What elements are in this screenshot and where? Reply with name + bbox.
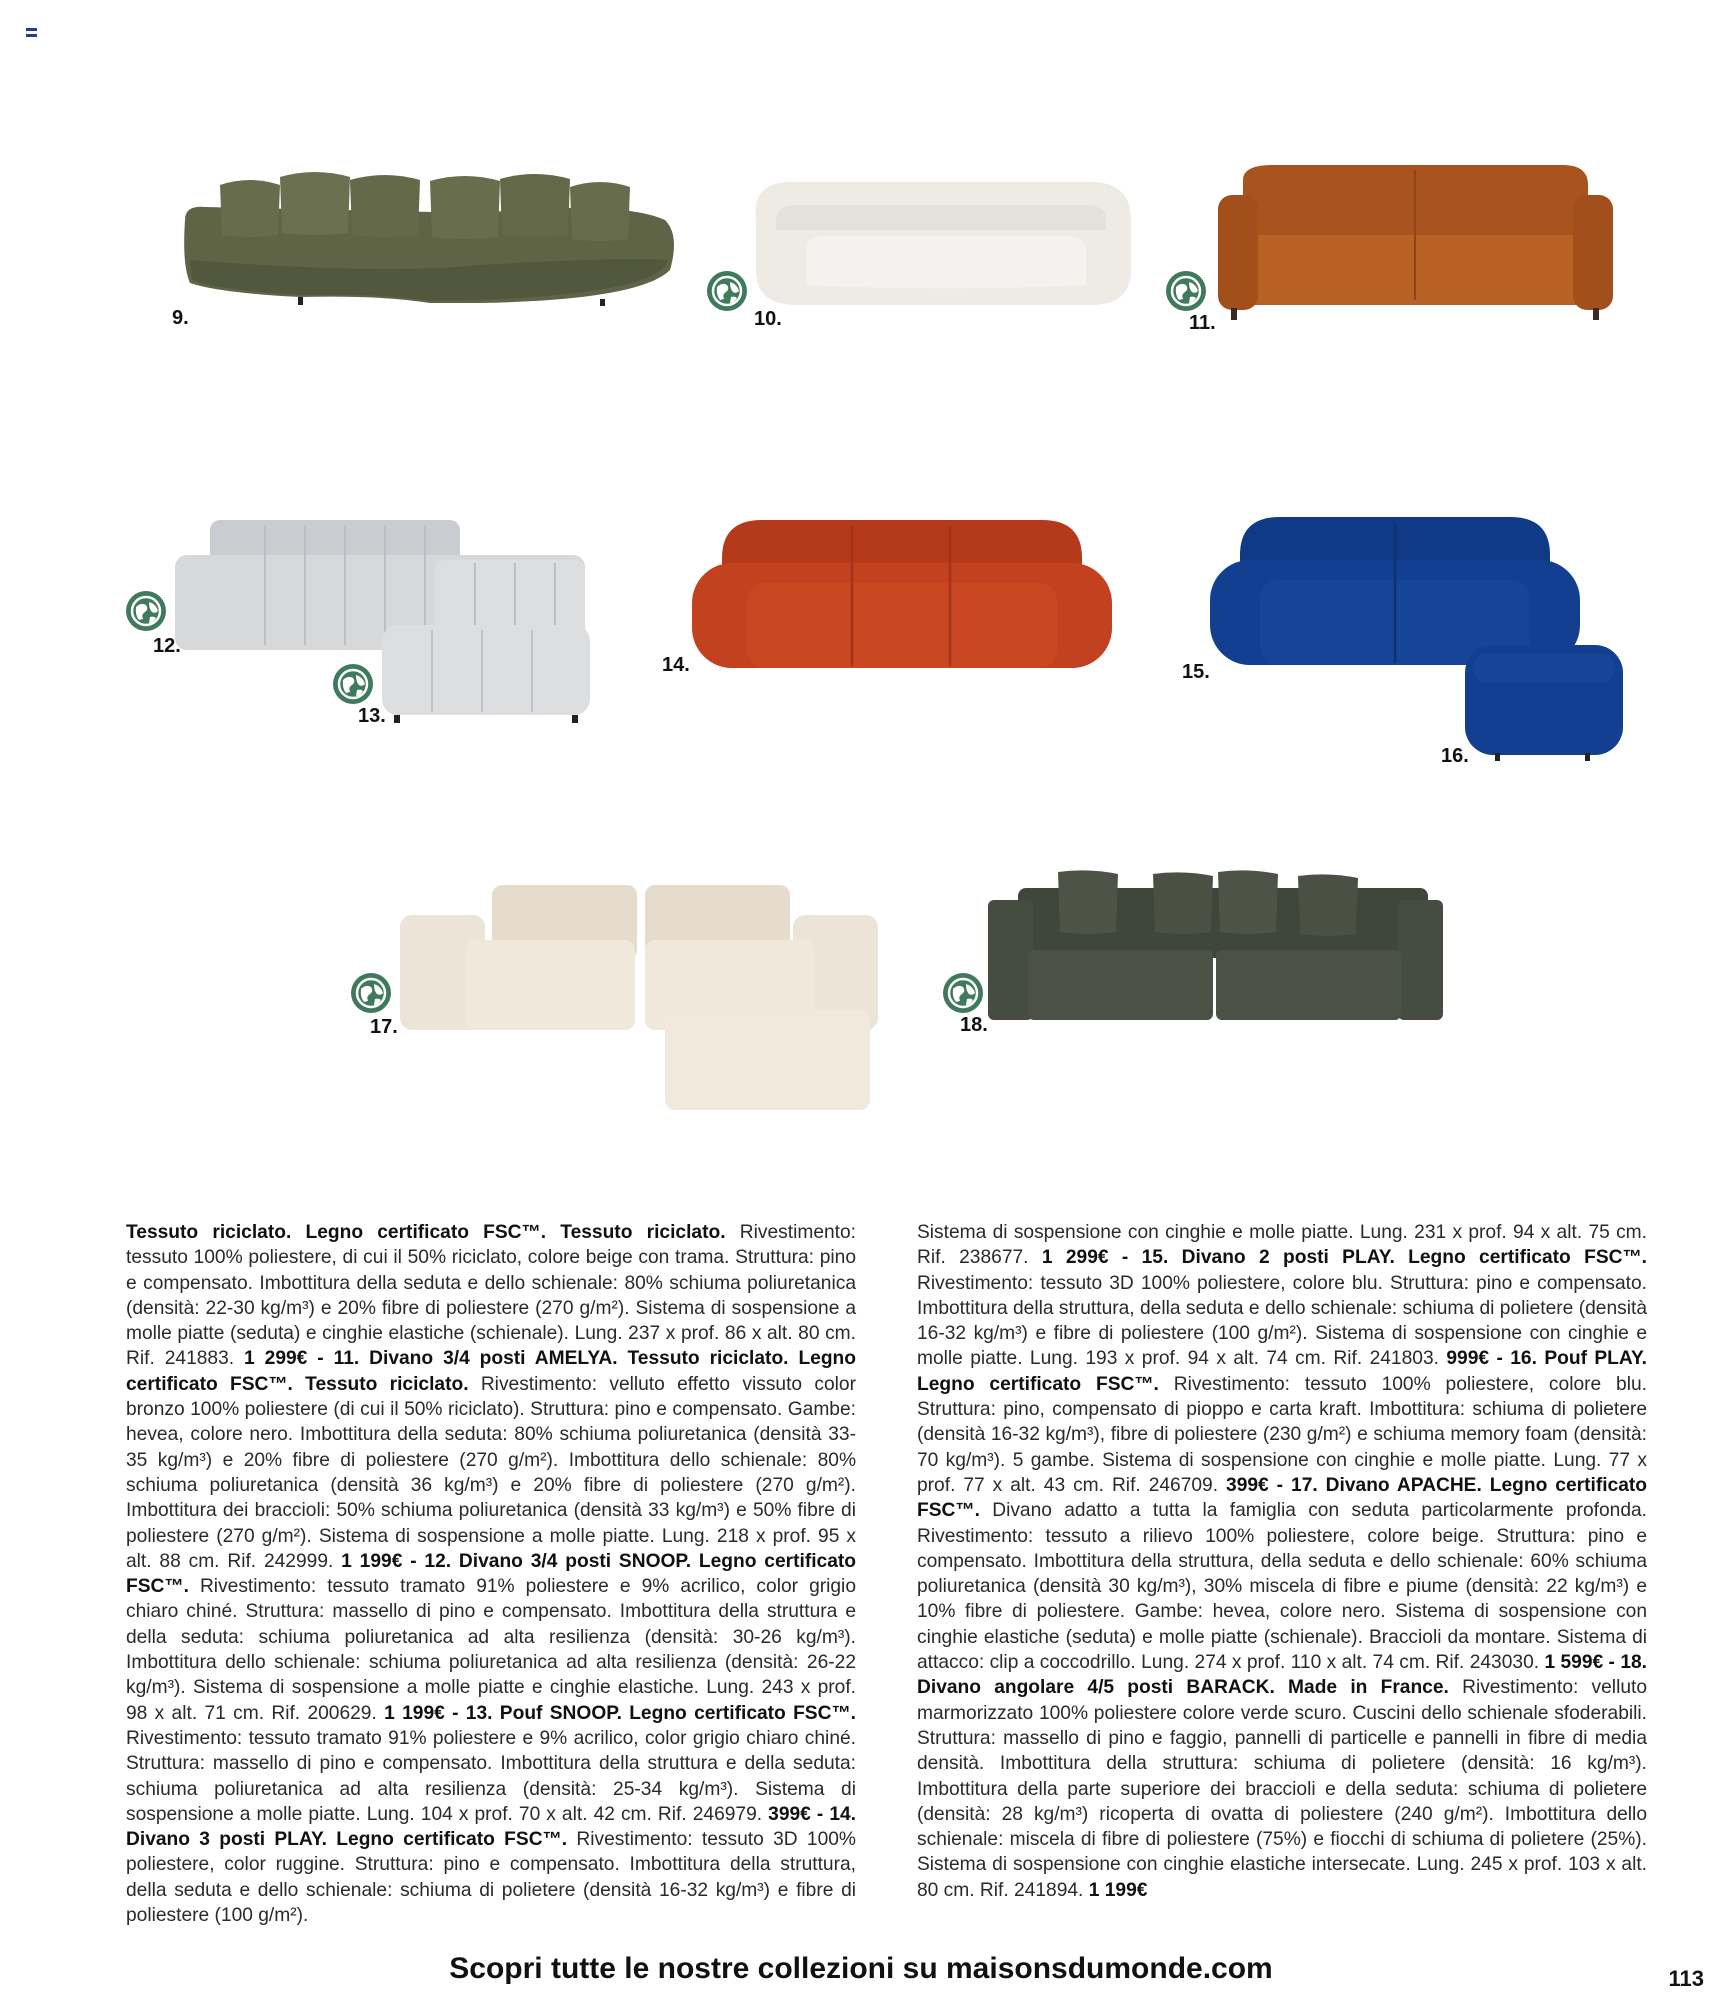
navy-blue-pouf-image [1465, 645, 1655, 765]
rust-velvet-sofa-image [1213, 160, 1668, 340]
text-regular: Rivestimento: velluto marmorizzato 100% poliestere colore verde scuro. Cuscini dello schienale sfoderabili. Struttura: massello di pino e faggio, pannelli di particelle e pannelli in fibre di media densità. Imbottitura della struttura: schiuma di polietere (densità: 16 kg/m³). Imbottitura della parte superiore dei braccioli e della seduta: schiuma di polietere (densità: 28 kg/m³) ricoperta di ovatta di poliestere (240 g/m²). Imbottitura dello schienale: miscela di fibre di poliestere (75%) e fiocchi di schiuma di polietere (25%). Sistema di sospensione con cinghie elastiche intersecate. Lung. 245 x prof. 103 x alt. 80 cm. Rif. 241894. [917, 1677, 1648, 1901]
beige-modular-sofa-image [400, 880, 940, 1120]
product-number: 9. [172, 307, 189, 329]
text-regular: Rivestimento: tessuto tramato 91% poliestere e 9% acrilico, color grigio chiaro chiné. Struttura: massello di pino e compensato. Imbottitura della struttura e della seduta: schiuma poliuretanica ad alta resilienza (densità: 25-34 kg/m³). Sistema di sospensione a molle piatte. Lung. 104 x prof. 70 x alt. 42 cm. Rif. 246979. [126, 1727, 856, 1825]
description-column-right [917, 1220, 1647, 1903]
product-number: 11. [1189, 312, 1216, 334]
product-11 [1165, 160, 1620, 340]
text-bold: 399€ - 17. Divano APACHE. Legno certificato FSC™. [917, 1474, 1647, 1522]
dark-green-sofa-image [988, 870, 1498, 1045]
page-number: 113 [1668, 1966, 1704, 1991]
text-regular: Divano adatto a tutta la famiglia con seduta particolarmente profonda. Rivestimento: tessuto a rilievo 100% poliestere, colore beige. Struttura: pino e compensato. Imbottitura della struttura, della seduta e dello schienale: 60% schiuma poliuretanica (densità 30 kg/m³), 30% miscela di fibre e piume (densità: 22 kg/m³) e 10% fibre di poliestere. Gambe: hevea, colore nero. Sistema di sospensione con cinghie elastiche (seduta) e molle piatte (schienale). Braccioli da montare. Sistema di attacco: clip a coccodrillo. Lung. 274 x prof. 110 x alt. 74 cm. Rif. 243030. [917, 1500, 1647, 1674]
product-number: 12. [153, 635, 181, 657]
product-number: 15. [1182, 661, 1210, 683]
description-column-left [126, 1220, 856, 1928]
olive-curved-sofa-image [180, 165, 680, 335]
text-bold: 999€ - 16. Pouf PLAY. Legno certificato FSC™. [917, 1348, 1647, 1395]
footer-link[interactable]: Scopri tutte le nostre collezioni su maisonsdumonde.com [449, 1952, 1273, 1985]
product-10 [706, 160, 1146, 335]
text-bold: 1 299€ - 15. Divano 2 posti PLAY. Legno certificato FSC™. [1041, 1247, 1647, 1269]
text-bold: 1 199€ [1088, 1879, 1148, 1901]
product-16 [1435, 645, 1625, 765]
text-bold: 1 199€ - 13. Pouf SNOOP. Legno certificato FSC™. [384, 1702, 856, 1724]
flag-icon [26, 28, 37, 37]
eco-badge-icon [332, 663, 374, 705]
grey-pouf-image [382, 620, 647, 730]
eco-badge-icon [1165, 270, 1207, 312]
text-regular: Sistema di sospensione con cinghie e molle piatte. Lung. 231 x prof. 94 x alt. 75 cm. Rif. 238677. [917, 1222, 1647, 1269]
cream-rounded-sofa-image [746, 160, 1186, 335]
product-14 [660, 518, 1120, 683]
product-9 [172, 165, 680, 335]
text-regular: Rivestimento: tessuto 100% poliestere, colore blu. Struttura: pino, compensato di pioppo e carta kraft. Imbottitura: schiuma di polietere (densità 16-32 kg/m³), fibre di poliestere (230 g/m²) e schiuma memory foam (densità: 70 kg/m³). 5 gambe. Sistema di sospensione con cinghie e molle piatte. Lung. 77 x prof. 77 x alt. 43 cm. Rif. 246709. [917, 1373, 1647, 1496]
product-number: 14. [662, 654, 690, 676]
text-regular: Rivestimento: velluto effetto vissuto color bronzo 100% poliestere (di cui il 50% riciclato). Struttura: pino e compensato. Gambe: hevea, colore nero. Imbottitura della seduta: 80% schiuma poliuretanica (densità 33-35 kg/m³) e 20% fibre di poliestere (270 g/m²). Imbottitura dello schienale: 80% schiuma poliuretanica (densità 36 kg/m³) e 20% fibre di poliestere (270 g/m²). Imbottitura dei braccioli: 50% schiuma poliuretanica (densità 33 kg/m³) e 50% fibre di poliestere (270 g/m²). Sistema di sospensione a molle piatte. Lung. 218 x prof. 95 x alt. 88 cm. Rif. 242999. [126, 1373, 856, 1572]
product-number: 18. [960, 1014, 988, 1036]
text-bold: 1 599€ - 18. Divano angolare 4/5 posti BARACK. Made in France. [917, 1652, 1647, 1699]
product-13 [330, 620, 595, 730]
product-number: 16. [1441, 745, 1469, 767]
text-bold: 1 299€ - 11. Divano 3/4 posti AMELYA. Tessuto riciclato. Legno certificato FSC™. Tessuto riciclato. [126, 1348, 856, 1395]
orange-red-sofa-image [692, 518, 1152, 683]
text-regular: Rivestimento: tessuto 3D 100% poliestere, colore blu. Struttura: pino e compensato. Imbottitura della struttura, della seduta e dello schienale: schiuma di polietere (densità 16-32 kg/m³) e fibre di poliestere (100 g/m²). Sistema di sospensione con cinghie e molle piatte. Lung. 193 x prof. 94 x alt. 74 cm. Rif. 241803. [917, 1272, 1647, 1370]
product-18 [938, 870, 1448, 1045]
eco-badge-icon [125, 590, 167, 632]
text-bold: Tessuto riciclato. Legno certificato FSC™. Tessuto riciclato. [126, 1222, 726, 1243]
text-bold: 1 199€ - 12. Divano 3/4 posti SNOOP. Legno certificato FSC™. [126, 1550, 856, 1598]
text-bold: 399€ - 14. Divano 3 posti PLAY. Legno certificato FSC™. [126, 1803, 856, 1851]
text-regular: Rivestimento: tessuto tramato 91% poliestere e 9% acrilico, color grigio chiaro chiné. Struttura: massello di pino e compensato. Imbottitura della struttura e della seduta: schiuma poliuretanica ad alta resilienza (densità: 30-26 kg/m³). Imbottitura dello schienale: schiuma poliuretanica ad alta resilienza (densità: 26-22 kg/m³). Sistema di sospensione a molle piatte e cinghie elastiche. Lung. 243 x prof. 98 x alt. 71 cm. Rif. 200629. [126, 1576, 856, 1724]
eco-badge-icon [706, 270, 748, 312]
eco-badge-icon [350, 972, 392, 1014]
text-regular: Rivestimento: tessuto 3D 100% poliestere, color ruggine. Struttura: pino e compensato. Imbottitura della struttura, della seduta e dello schienale: schiuma di polietere (densità 16-32 kg/m³) e fibre di poliestere (100 g/m²). [126, 1829, 856, 1927]
eco-badge-icon [942, 972, 984, 1014]
product-number: 17. [370, 1016, 398, 1038]
product-17 [350, 880, 890, 1120]
product-number: 10. [754, 308, 782, 330]
product-number: 13. [358, 705, 386, 727]
text-regular: Rivestimento: tessuto 100% poliestere, di cui il 50% riciclato, colore beige con trama. Struttura: pino e compensato. Imbottitura della seduta e dello schienale: 80% schiuma poliuretanica (densità: 22-30 kg/m³) e 20% fibre di poliestere (270 g/m²). Sistema di sospensione a molle piatte (seduta) e cinghie elastiche (schienale). Lung. 237 x prof. 86 x alt. 80 cm. Rif. 241883. [126, 1222, 856, 1370]
